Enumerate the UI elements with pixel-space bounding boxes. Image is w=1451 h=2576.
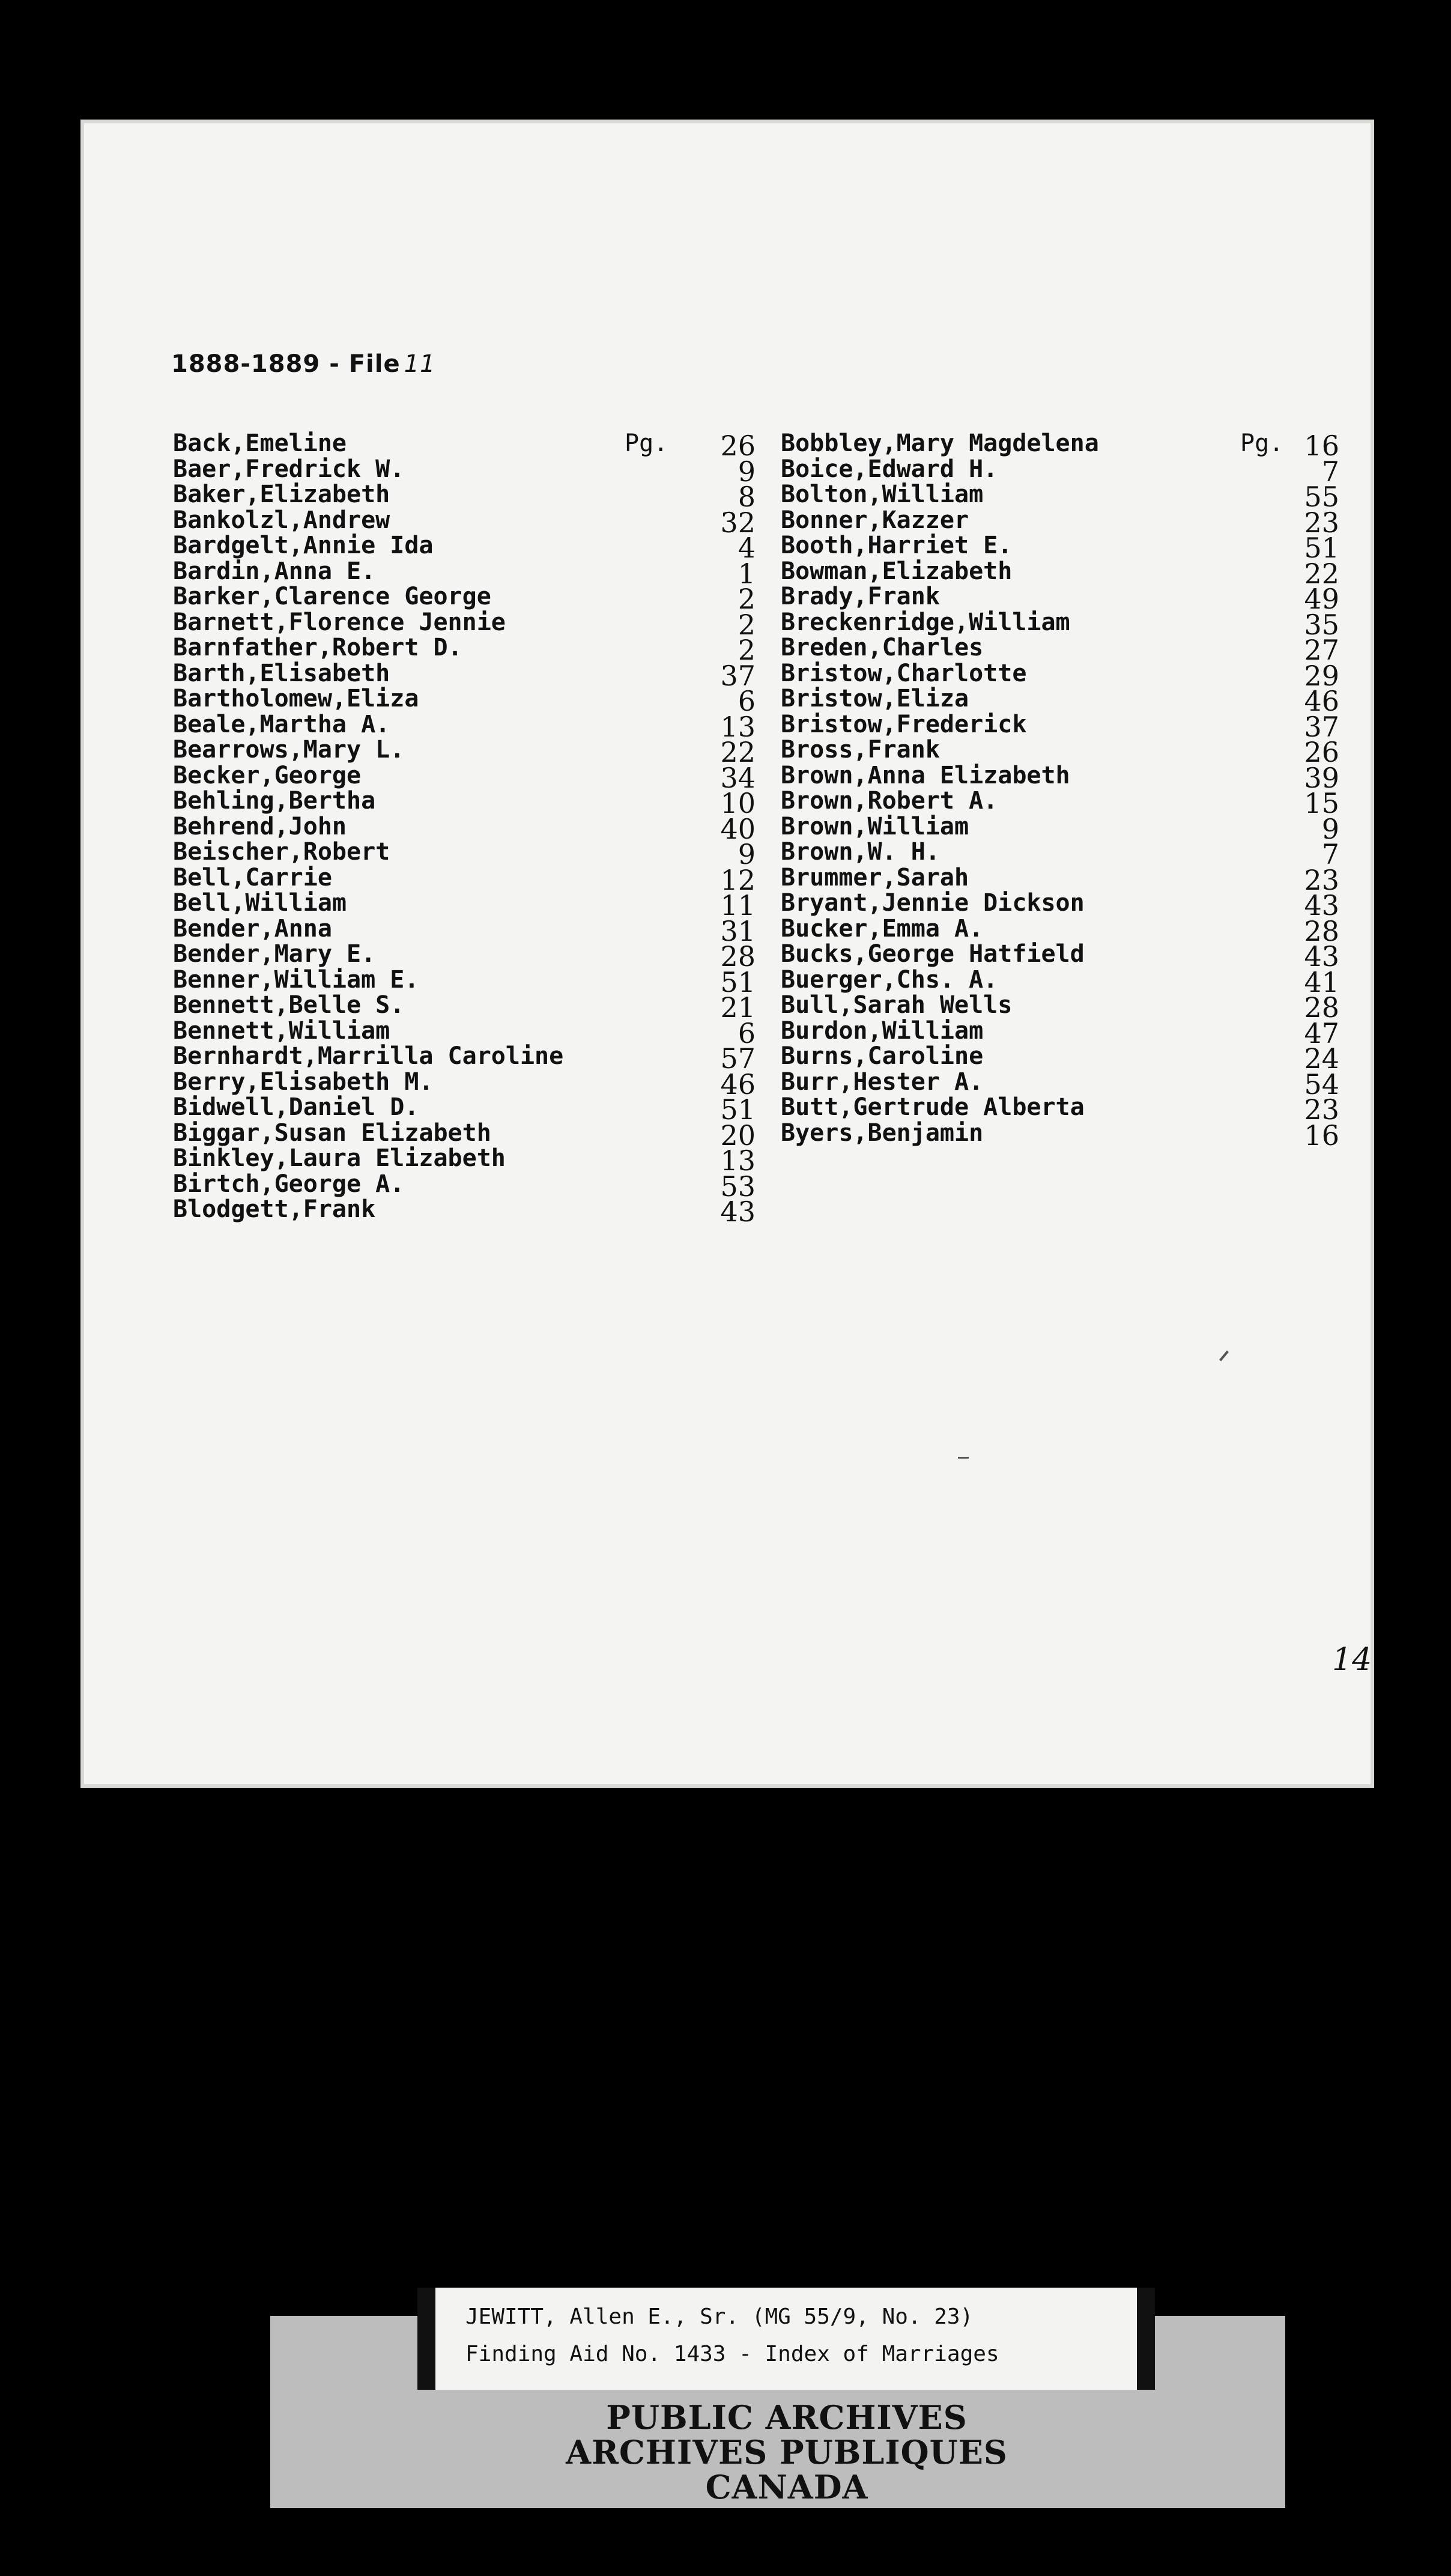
entry-page: 29 (1304, 659, 1339, 692)
entry-page: 11 (720, 889, 756, 922)
entry-page: 43 (1304, 889, 1339, 922)
entry-name: Baer,Fredrick W. (173, 455, 405, 483)
file-years: 1888-1889 (171, 350, 321, 378)
stamp-line-3: CANADA (705, 2468, 868, 2506)
entry-page: 9 (1321, 812, 1339, 845)
entry-name: Brown,Robert A. (781, 787, 998, 815)
entry-page: 53 (720, 1170, 756, 1203)
page-number: 14 (1332, 1642, 1372, 1678)
entry-page: 16 (1304, 1119, 1339, 1152)
entry-page: 46 (720, 1068, 756, 1101)
entry-name: Burns,Caroline (781, 1042, 984, 1070)
entry-page: 28 (1304, 991, 1339, 1024)
entry-name: Bristow,Frederick (781, 710, 1027, 738)
entry-name: Bardin,Anna E. (173, 557, 376, 585)
entry-name: Breden,Charles (781, 634, 984, 661)
entry-page: 28 (1304, 914, 1339, 947)
entry-page: 26 (1304, 736, 1339, 768)
entry-name: Behrend,John (173, 812, 347, 840)
entry-name: Biggar,Susan Elizabeth (173, 1119, 491, 1147)
entry-name: Becker,George (173, 761, 362, 789)
entry-page: 47 (1304, 1016, 1339, 1050)
entry-name: Barnfather,Robert D. (173, 634, 462, 661)
entry-page: 32 (720, 506, 756, 539)
entry-name: Bell,Carrie (173, 863, 332, 892)
entry-name: Bross,Frank (781, 736, 940, 764)
stamp-line-2: ARCHIVES PUBLIQUES (566, 2433, 1008, 2471)
entry-name: Bennett,Belle S. (173, 991, 405, 1019)
page-label: Pg. (625, 430, 668, 457)
entry-name: Burdon,William (781, 1016, 984, 1045)
entry-page: 27 (1304, 634, 1339, 666)
entry-name: Bearrows,Mary L. (173, 736, 405, 764)
entry-page: 49 (1304, 583, 1339, 615)
entry-page: 34 (720, 761, 756, 794)
entry-name: Bull,Sarah Wells (781, 991, 1013, 1019)
entry-name: Beischer,Robert (173, 838, 390, 866)
stray-mark (1219, 1350, 1229, 1361)
entry-name: Bernhardt,Marrilla Caroline (173, 1042, 564, 1070)
entry-page: 23 (1304, 863, 1339, 896)
entry-name: Benner,William E. (173, 965, 419, 994)
entry-page: 2 (738, 608, 756, 641)
entry-name: Byers,Benjamin (781, 1119, 984, 1147)
entry-name: Brown,W. H. (781, 838, 940, 866)
entry-page: 46 (1304, 685, 1339, 717)
entry-name: Back,Emeline (173, 430, 347, 457)
entry-name: Butt,Gertrude Alberta (781, 1093, 1085, 1121)
entry-page: 2 (738, 634, 756, 666)
file-header (171, 350, 436, 378)
finding-aid-label (417, 2288, 1155, 2390)
entry-page: 2 (738, 583, 756, 615)
entry-page: 9 (738, 838, 756, 870)
entry-name: Beale,Martha A. (173, 710, 390, 738)
entry-name: Barnett,Florence Jennie (173, 608, 506, 636)
entry-name: Burr,Hester A. (781, 1068, 984, 1096)
entry-page: 13 (720, 710, 756, 743)
file-header-separator: - (320, 350, 349, 378)
entry-name: Barker,Clarence George (173, 583, 491, 610)
entry-name: Boice,Edward H. (781, 455, 998, 483)
entry-name: Bender,Anna (173, 914, 332, 943)
entry-page: 39 (1304, 761, 1339, 794)
entry-page: 26 (720, 430, 756, 462)
entry-name: Bristow,Eliza (781, 685, 969, 712)
entry-name: Brown,William (781, 812, 969, 840)
entry-name: Blodgett,Frank (173, 1195, 376, 1223)
entry-page: 43 (720, 1195, 756, 1228)
entry-page: 4 (738, 532, 756, 564)
entry-name: Bryant,Jennie Dickson (781, 889, 1085, 917)
entry-page: 51 (1304, 532, 1339, 564)
entry-page: 8 (738, 481, 756, 513)
entry-page: 54 (1304, 1068, 1339, 1101)
entry-page: 6 (738, 685, 756, 717)
entry-page: 37 (720, 659, 756, 692)
file-number: 11 (404, 350, 436, 378)
entry-page: 7 (1321, 455, 1339, 488)
entry-page: 7 (1321, 838, 1339, 870)
entry-page: 55 (1304, 481, 1339, 513)
entry-name: Bucks,George Hatfield (781, 940, 1085, 968)
entry-name: Brady,Frank (781, 583, 940, 610)
entry-name: Barth,Elisabeth (173, 659, 390, 687)
entry-name: Bell,William (173, 889, 347, 917)
entry-page: 43 (1304, 940, 1339, 973)
file-label: File (348, 350, 401, 378)
entry-page: 24 (1304, 1042, 1339, 1075)
entry-name: Bowman,Elizabeth (781, 557, 1013, 585)
stamp-line-1: PUBLIC ARCHIVES (606, 2398, 968, 2437)
entry-page: 22 (720, 736, 756, 768)
entry-name: Bristow,Charlotte (781, 659, 1027, 687)
entry-name: Breckenridge,William (781, 608, 1070, 636)
entry-name: Brown,Anna Elizabeth (781, 761, 1070, 789)
label-finding-aid-line: Finding Aid No. 1433 - Index of Marriages (465, 2342, 999, 2366)
entry-page: 15 (1304, 787, 1339, 819)
entry-page: 31 (720, 914, 756, 947)
stray-mark (958, 1457, 969, 1459)
entry-page: 40 (720, 812, 756, 845)
entry-name: Bonner,Kazzer (781, 506, 969, 534)
entry-page: 13 (720, 1144, 756, 1177)
entry-name: Buerger,Chs. A. (781, 965, 998, 994)
entry-name: Booth,Harriet E. (781, 532, 1013, 559)
entry-page: 1 (738, 557, 756, 590)
entry-name: Bobbley,Mary Magdelena (781, 430, 1099, 457)
entry-page: 23 (1304, 506, 1339, 539)
entry-page: 12 (720, 863, 756, 896)
entry-page: 10 (720, 787, 756, 819)
entry-page: 51 (720, 1093, 756, 1126)
entry-name: Birtch,George A. (173, 1170, 405, 1198)
entry-page: 9 (738, 455, 756, 488)
entry-name: Bankolzl,Andrew (173, 506, 390, 534)
entry-name: Bolton,William (781, 481, 984, 508)
entry-page: 35 (1304, 608, 1339, 641)
entry-name: Baker,Elizabeth (173, 481, 390, 508)
entry-name: Binkley,Laura Elizabeth (173, 1144, 506, 1172)
entry-page: 16 (1304, 430, 1339, 462)
entry-name: Bidwell,Daniel D. (173, 1093, 419, 1121)
entry-page: 51 (720, 965, 756, 998)
entry-name: Bender,Mary E. (173, 940, 376, 968)
archives-stamp (336, 2400, 1237, 2505)
entry-page: 57 (720, 1042, 756, 1075)
entry-page: 21 (720, 991, 756, 1024)
entry-page: 28 (720, 940, 756, 973)
entry-page: 41 (1304, 965, 1339, 998)
label-collection-line: JEWITT, Allen E., Sr. (MG 55/9, No. 23) (465, 2304, 974, 2329)
entry-page: 37 (1304, 710, 1339, 743)
entry-name: Berry,Elisabeth M. (173, 1068, 434, 1096)
entry-page: 23 (1304, 1093, 1339, 1126)
entry-name: Behling,Bertha (173, 787, 376, 815)
entry-name: Bartholomew,Eliza (173, 685, 419, 712)
entry-page: 6 (738, 1016, 756, 1050)
entry-page: 22 (1304, 557, 1339, 590)
page-label: Pg. (1240, 430, 1284, 457)
entry-name: Bardgelt,Annie Ida (173, 532, 434, 559)
entry-page: 20 (720, 1119, 756, 1152)
entry-name: Bennett,William (173, 1016, 390, 1045)
document-page (84, 123, 1371, 1784)
entry-name: Bucker,Emma A. (781, 914, 984, 943)
entry-name: Brummer,Sarah (781, 863, 969, 892)
